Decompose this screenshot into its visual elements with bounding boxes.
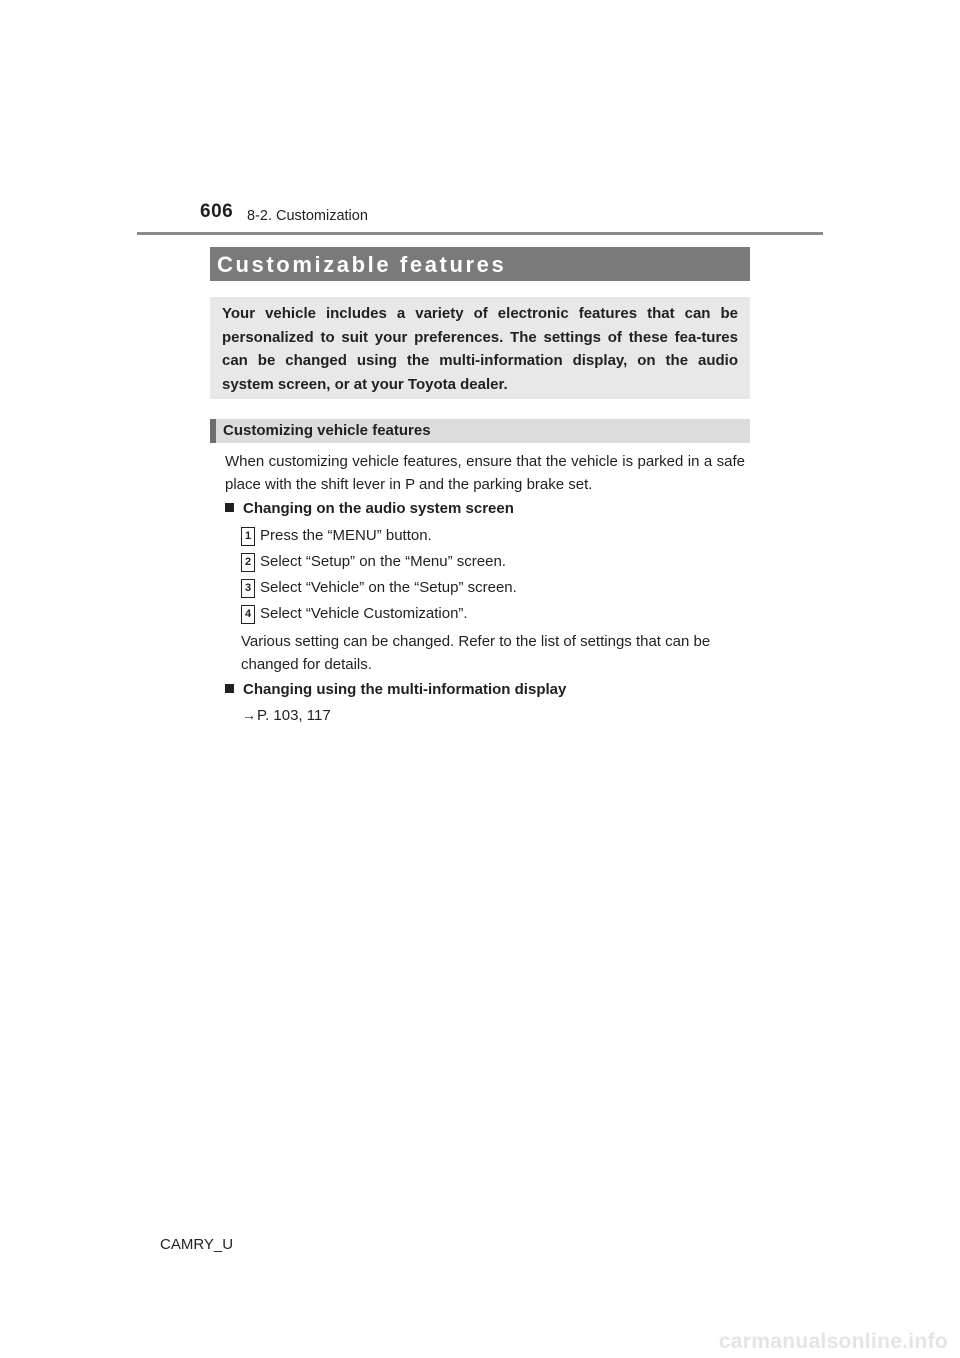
step-item (241, 579, 517, 599)
xref-pages: P. 103, 117 (257, 707, 331, 724)
step-number-badge: 2 (241, 553, 255, 572)
page-cross-reference[interactable] (242, 707, 331, 724)
page-title: Customizable features (217, 252, 507, 277)
step-item (241, 553, 506, 573)
intro-text: Your vehicle includes a variety of electronic features that can be personalized to suit your preferences. The settings of these fea-tures can be changed using the multi-information display, on the audio system screen, or at your Toyota dealer. (222, 305, 738, 393)
subsection-accent (210, 419, 216, 443)
step-text: Select “Setup” on the “Menu” screen. (260, 553, 506, 570)
mid-heading-text: Changing using the multi-information display (243, 681, 567, 698)
step-item (241, 527, 432, 547)
section-reference: 8-2. Customization (247, 208, 368, 224)
step-number-badge: 3 (241, 579, 255, 598)
audio-heading-text: Changing on the audio system screen (243, 500, 514, 517)
step-number-badge: 1 (241, 527, 255, 546)
watermark: carmanualsonline.info (718, 1330, 948, 1353)
subsection-title: Customizing vehicle features (223, 422, 431, 439)
mid-heading (225, 681, 566, 698)
page-title-bar (210, 247, 750, 281)
arrow-right-icon: → (242, 707, 256, 723)
settings-note: Various setting can be changed. Refer to the list of settings that can be changed for details. (241, 633, 711, 673)
square-bullet-icon (225, 684, 234, 693)
square-bullet-icon (225, 503, 234, 512)
step-text: Press the “MENU” button. (260, 527, 432, 544)
intro-box (210, 297, 750, 399)
page-number: 606 (200, 201, 234, 222)
step-item (241, 605, 468, 625)
subsection-header (210, 419, 750, 443)
safety-paragraph: When customizing vehicle features, ensure that the vehicle is parked in a safe place with the shift lever in P and the parking brake set. (225, 453, 745, 493)
header-divider (137, 232, 823, 235)
step-text: Select “Vehicle Customization”. (260, 605, 468, 622)
audio-heading (225, 500, 514, 517)
footer-model-code: CAMRY_U (160, 1236, 234, 1253)
step-number-badge: 4 (241, 605, 255, 624)
step-text: Select “Vehicle” on the “Setup” screen. (260, 579, 517, 596)
